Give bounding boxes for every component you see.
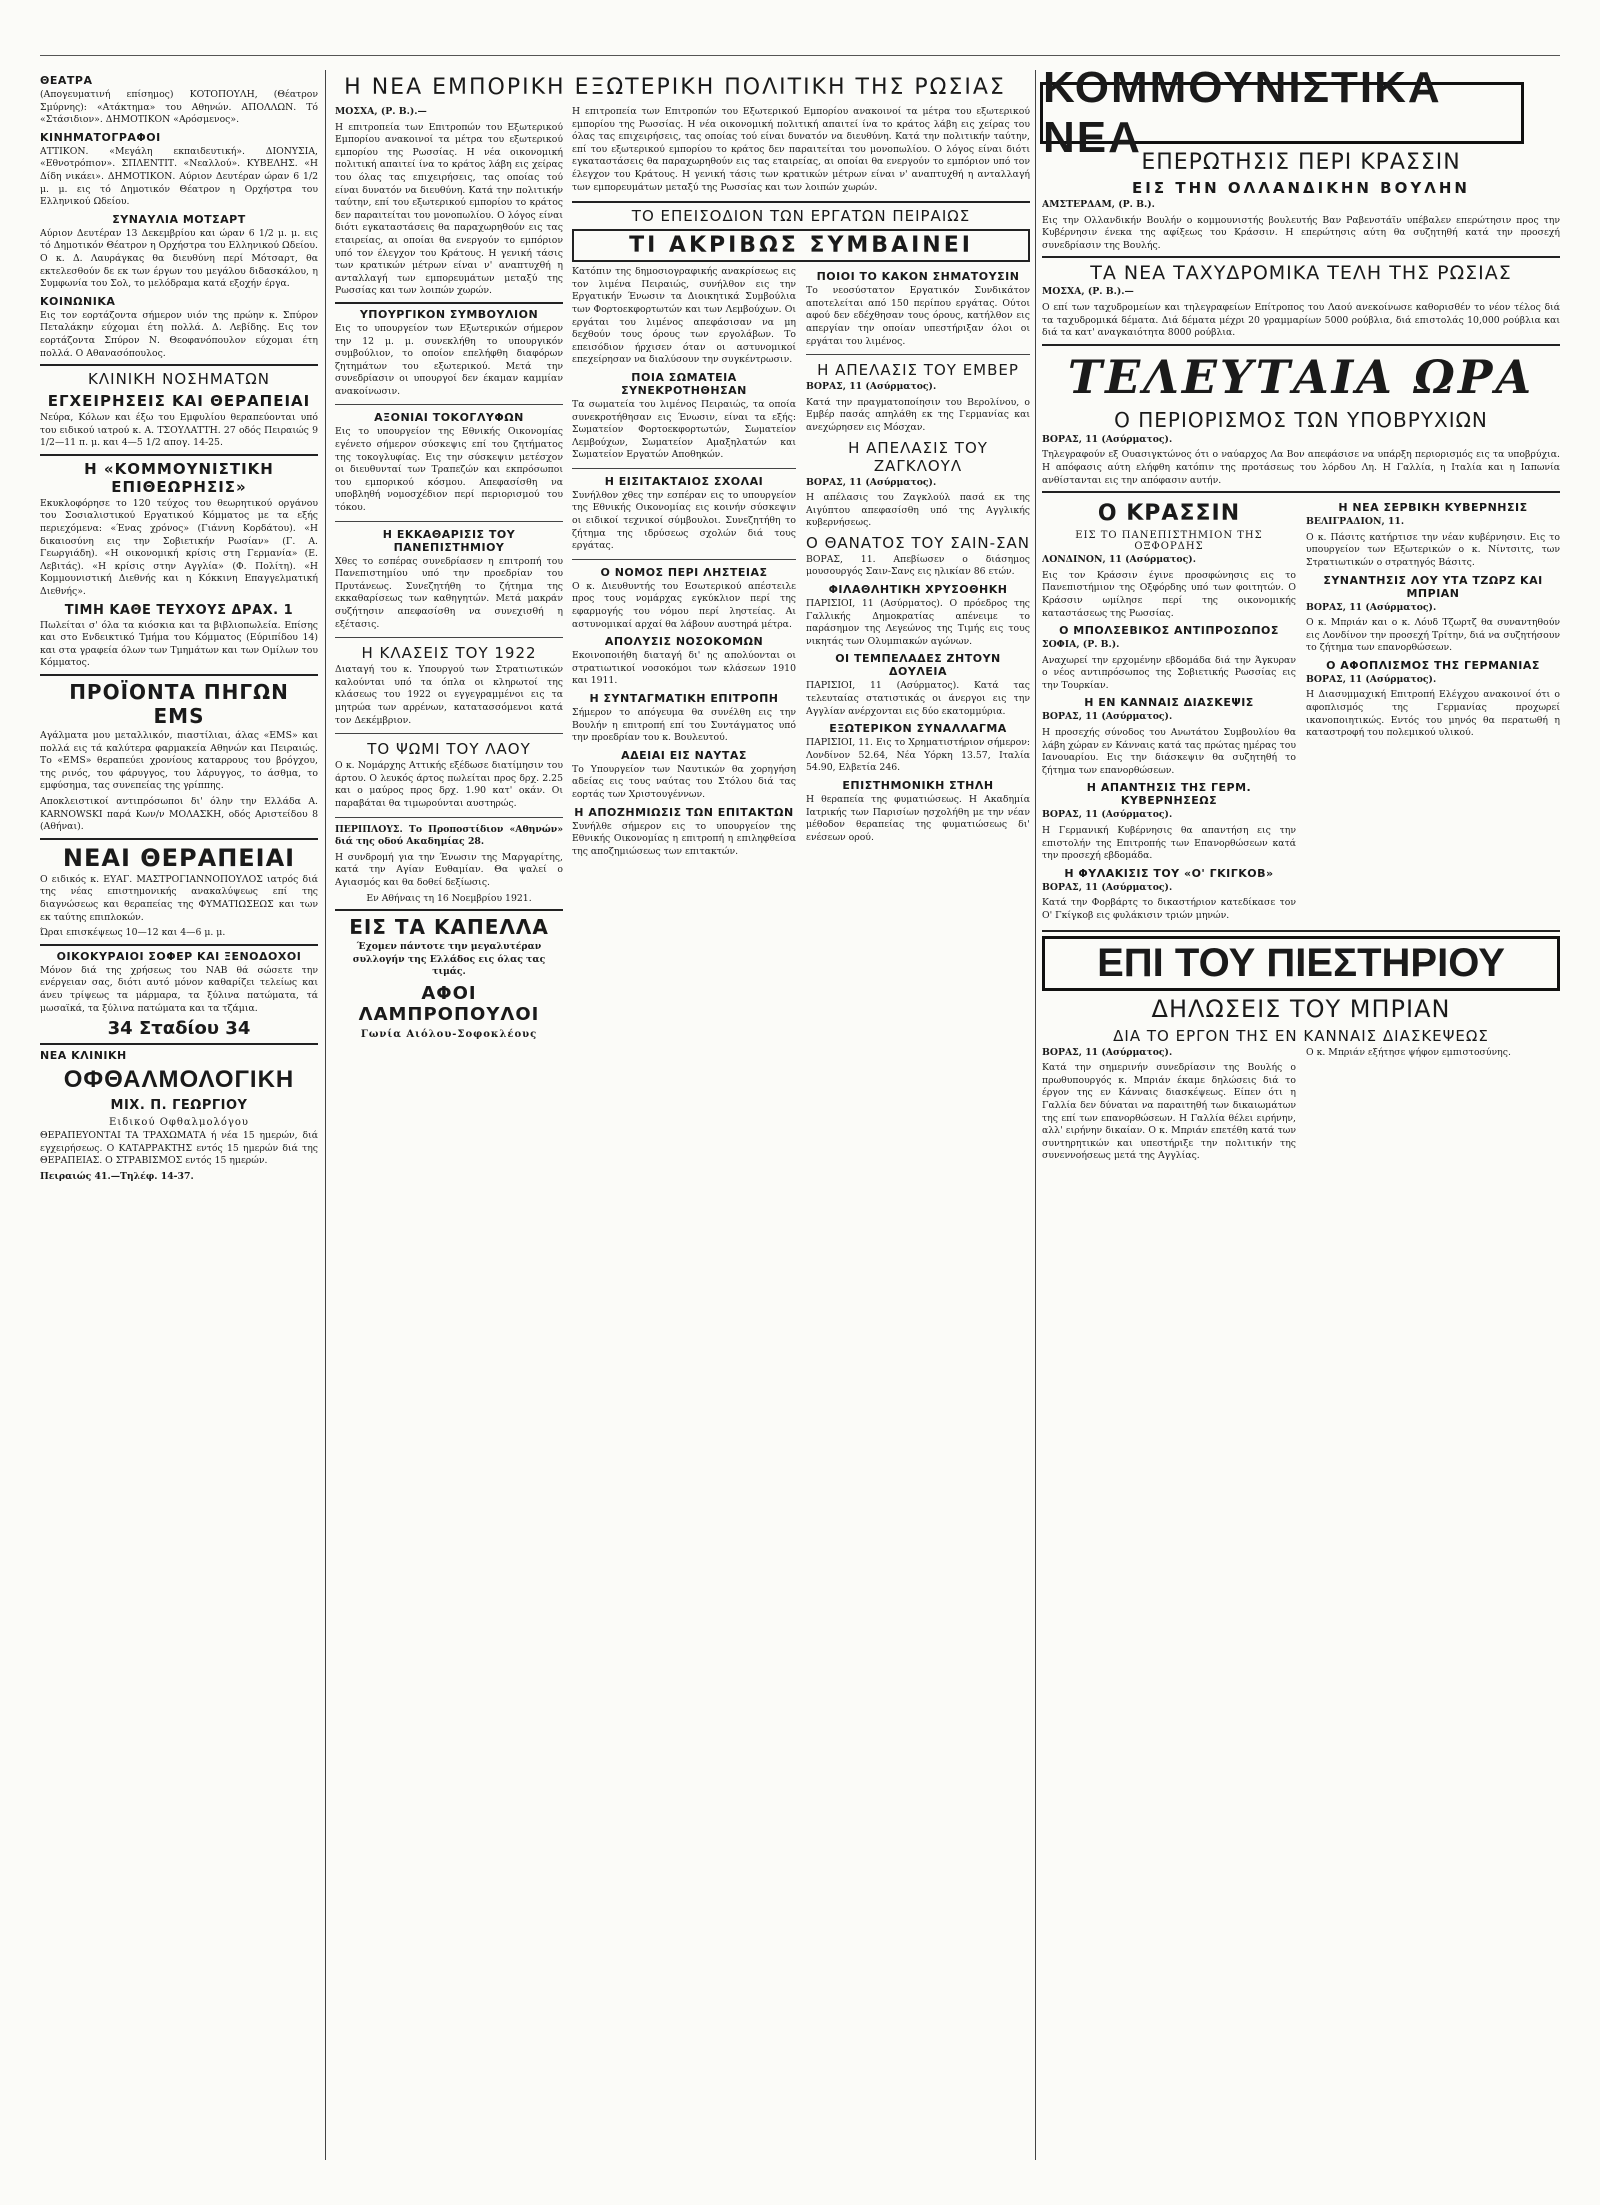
syntagmatiki-title: Η ΣΥΝΤΑΓΜΑΤΙΚΗ ΕΠΙΤΡΟΠΗ <box>589 692 779 705</box>
ember-dateline: ΒΟΡΑΣ, 11 (Ασύρματος). <box>806 381 937 393</box>
periorismos-title: Ο ΠΕΡΙΟΡΙΣΜΟΣ ΤΩΝ ΥΠΟΒΡΥΧΙΩΝ <box>1114 407 1488 432</box>
tzorz-title: ΣΥΝΑΝΤΗΣΙΣ ΛΟΥ ΥΤΑ ΤΖΩΡΖ ΚΑΙ ΜΠΡΙΑΝ <box>1323 573 1543 600</box>
divider <box>40 838 318 840</box>
taxydromika-title: ΤΑ ΝΕΑ ΤΑΧΥΔΡΟΜΙΚΑ ΤΕΛΗ ΤΗΣ ΡΩΣΙΑΣ <box>1090 262 1512 285</box>
adeiai-title: ΑΔΕΙΑΙ ΕΙΣ ΝΑΥΤΑΣ <box>621 748 747 762</box>
afoplismos-title: Ο ΑΦΟΠΛΙΣΜΟΣ ΤΗΣ ΓΕΡΜΑΝΙΑΣ <box>1326 658 1540 672</box>
sain-title: Ο ΘΑΝΑΤΟΣ ΤΟΥ ΣΑΙΝ-ΣΑΝ <box>806 533 1030 552</box>
serviki-text: Ο κ. Πάσιτς κατήρτισε την νέαν κυβέρνησιν. Εις το υπουργείον των Εξωτερικών ο κ. Νίντσιτς, των Στρατιωτικών ο στρατηγός Βάσιτς. <box>1306 531 1560 568</box>
kapella-address: Γωνία Αιόλου-Σοφοκλέους <box>360 1028 538 1040</box>
moscha-text-cont: Η επιτροπεία των Επιτροπών του Εξωτερικού Εμπορίου ανακοινοί τα μέτρα του εξωτερικού εμπορίου της Ρωσσίας. Η νέα οικονομική πολιτική απαιτεί ίνα το κράτος λάβη εις χείρας του όλας τας επιχειρήσεις, τας οποίας τού είναι δυνατόν να διευθύνη. Κατά την πολιτικήν ταύτην, επί του εξωτερικού εμπορίου το κράτος δεν παραιτείται του μονοπωλίου. Ο λόγος είναι διότι εγκαταστάσεις θα παραχωρηθούν εις τας εταιρείας, αι οποίαι θα ενεργούν το εμπόριον υπό τον έλεγχον του Κράτους. Η γενική τάσις των κρατικών μέτρων είναι ν' αναπτυχθή η ανταλλαγή των εμπορευμάτων μεταξύ της Ρωσσίας και των λοιπών χωρών. <box>572 106 1030 193</box>
teleutaia-ora-title: ΤΕΛΕΥΤΑΙΑ ΩΡΑ <box>1067 349 1535 404</box>
athinai-date: Εν Αθήναις τη 16 Νοεμβρίου 1921. <box>366 892 532 904</box>
apolysis-title: ΑΠΟΛΥΣΙΣ ΝΟΣΟΚΟΜΩΝ <box>604 635 764 649</box>
krassin-title: Ο ΚΡΑΣΣΙΝ <box>1097 501 1241 527</box>
mid-column-a <box>335 70 563 2160</box>
epeisodion-title: ΤΟ ΕΠΕΙΣΟΔΙΟΝ ΤΩΝ ΕΡΓΑΤΩΝ ΠΕΙΡΑΙΩΣ <box>631 207 971 226</box>
eperotisis-title: ΕΠΕΡΩΤΗΣΙΣ ΠΕΡΙ ΚΡΑΣΣΙΝ <box>1141 150 1461 175</box>
amsterdam-dateline: ΑΜΣΤΕΡΔΑΜ, (Ρ. Β.). <box>1042 199 1155 210</box>
temeliodeis-title: ΟΙ ΤΕΜΠΕΛΑΔΕΣ ΖΗΤΟΥΝ ΔΟΥΛΕΙΑ <box>835 652 1001 679</box>
germ-text: Η Γερμανική Κυβέρνησις θα απαντήση εις την επιστολήν της Επιτροπής των Επανορθώσεων κατά την προσεχή εβδομάδα. <box>1042 825 1296 862</box>
divider <box>40 364 318 366</box>
filathlia-text: ΠΑΡΙΣΙΟΙ, 11 (Ασύρματος). Ο πρόεδρος της Γαλλικής Δημοκρατίας απένειμε το παράσημον της Λεγεώνος της Τιμής εις τους νικητάς των Ολυμπιακών αγώνων. <box>806 598 1030 647</box>
timh-teuxous: ΤΙΜΗ ΚΑΘΕ ΤΕΥΧΟΥΣ ΔΡΑΧ. 1 <box>64 602 294 618</box>
divider <box>335 302 563 304</box>
divider <box>40 1043 318 1045</box>
gigkov-title: Η ΦΥΛΑΚΙΣΙΣ ΤΟΥ «Ο' ΓΚΙΓΚΟΒ» <box>1064 866 1274 880</box>
taxydromika-dateline: ΜΟΣΧΑ, (Ρ. Β.).— <box>1042 286 1134 298</box>
krassin-text: Εις τον Κράσσιν έγινε προσφώνησις εις το Πανεπιστήμιον της Οξφόρδης υπό των φοιτητών. Ο Κράσσιν ωμίλησε περί της οικονομικής καταστάσεως της Ρωσσίας. <box>1042 569 1296 619</box>
dhlwseis-text: Κατά την σημερινήν συνεδρίασιν της Βουλής ο πρωθυπουργός κ. Μπριάν έκαμε δηλώσεις διά το έργον της εν Κάνναις διασκέψεως. Είπεν ότι η Γαλλία δεν δύναται να παραιτηθή των δικαιωμάτων της επί των επανορθώσεων. Η Γαλλία θέλει ειρήνην, αλλ' ειρήνην δικαίαν. Ο κ. Μπριάν επετέθη κατά των συντηρητικών και υπεστήριξε την πολιτικήν της συνεννοήσεως μετά της Αγγλίας. <box>1042 1062 1296 1162</box>
timh-text: Πωλείται σ' όλα τα κιόσκια και τα βιβλιοπωλεία. Επίσης και στο Ενδεικτικό Τμήμα του Κόμματος (Εύριπίδου 14) και στα γραφεία όλων των Τμημάτων και των Ομίλων του Κόμματος. <box>40 619 318 669</box>
zagloul-text: Η απέλασις του Ζαγκλούλ πασά εκ της Αιγύπτου απεφασίσθη υπό της Αγγλικής κυβερνήσεως. <box>806 492 1030 529</box>
right-column <box>1042 70 1560 2160</box>
nea-klinikh: ΝΕΑ ΚΛΙΝΙΚΗ <box>40 1049 127 1063</box>
syntagmatiki-text: Σήμερον το απόγευμα θα συνέλθη εις την Βουλήν η επιτροπή επί του Συντάγματος υπό την προεδρίαν του κ. Βουλευτού. <box>572 707 796 744</box>
poia-title: ΠΟΙΑ ΣΩΜΑΤΕΙΑ ΣΥΝΕΚΡΟΤΗΘΗΣΑΝ <box>621 370 747 397</box>
stadiou-address: 34 Σταδίου 34 <box>107 1018 251 1040</box>
klinikh-sub: ΕΓΧΕΙΡΗΣΕΙΣ ΚΑΙ ΘΕΡΑΠΕΙΑΙ <box>47 392 311 411</box>
kannais-text: Η προσεχής σύνοδος του Ανωτάτου Συμβουλίου θα λάβη χώραν εν Κάνναις κατά τας πρώτας ημέρας του Ιανουαρίου. Εις την διάσκεψιν θα συζητηθή το ζήτημα των επανορθώσεων. <box>1042 727 1296 776</box>
left-column <box>40 70 318 2160</box>
kapella-brand: ΑΦΟΙ ΛΑΜΠΡΟΠΟΥΛΟΙ <box>358 982 540 1025</box>
neai-therapeiai-title: ΝΕΑΙ ΘΕΡΑΠΕΙΑΙ <box>62 843 296 872</box>
kannais-title: Η ΕΝ ΚΑΝΝΑΙΣ ΔΙΑΣΚΕΨΙΣ <box>1084 696 1254 710</box>
oikokyraioi-title: ΟΙΚΟΚΥΡΑΙΟΙ ΣΟΦΕΡ ΚΑΙ ΞΕΝΟΔΟΧΟΙ <box>56 949 302 963</box>
divider <box>335 909 563 911</box>
eperotisis-sub: ΕΙΣ ΤΗΝ ΟΛΛΑΝΔΙΚΗΝ ΒΟΥΛΗΝ <box>1132 179 1470 197</box>
eidikos-label: Ειδικού Οφθαλμολόγου <box>109 1117 249 1129</box>
klinikh-title: ΚΛΙΝΙΚΗ ΝΟΣΗΜΑΤΩΝ <box>88 370 270 389</box>
gigkov-dateline: ΒΟΡΑΣ, 11 (Ασύρματος). <box>1042 881 1173 893</box>
kapella-title: ΕΙΣ ΤΑ ΚΑΠΕΛΛΑ <box>349 915 549 940</box>
neai-text: Ο ειδικός κ. ΕΥΑΓ. ΜΑΣΤΡΟΓΙΑΝΝΟΠΟΥΛΟΣ ιατρός διά της νέας επιστημονικής ανακαλύψεως επί της διαγνώσεως και θεραπείας της ΦΥΜΑΤΙΩΣΕΩΣ και των εκ ταύτης επιπλοκών. <box>40 873 318 923</box>
ekkatharisis-text: Χθες το εσπέρας συνεδρίασεν η επιτροπή του Πανεπιστημίου υπό την προεδρίαν του Πρυτάνεως. Συνεζητήθη το ζήτημα της εκκαθαρίσεως των καθηγητών. Μετά μακράν συζήτησιν απεφασίσθη να συνεχισθή η εξέτασις. <box>335 555 563 630</box>
section-koinonika: ΚΟΙΝΩΝΙΚΑ <box>40 294 116 308</box>
divider <box>1042 256 1560 258</box>
divider <box>40 674 318 676</box>
poia-text: Τα σωματεία του λιμένος Πειραιώς, τα οποία συνεκροτήθησαν εις Ένωσιν, είναι τα εξής: Σωματείον Φορτοεκφορτωτών, Σωματείον Λεμβούχων, Σωματείον Αμαξηλατών και Σωματείον Εργατών Αποθηκών. <box>572 398 796 461</box>
section-kinematografoi: ΚΙΝΗΜΑΤΟΓΡΑΦΟΙ <box>40 130 161 144</box>
psomi-text: Ο κ. Νομάρχης Αττικής εξέδωσε διατίμησιν του άρτου. Ο λευκός άρτος πωλείται προς δρχ. 2.25 και ο μαύρος προς δρχ. 1.90 κατ' οκάν. Οι παραβάται θα τιμωρούνται αυστηρώς. <box>335 760 563 809</box>
sxolai-title: Η ΕΙΣΙΤΑΚΤΑΙΟΣ ΣΧΟΛΑΙ <box>604 474 764 488</box>
ypourgiko-title: ΥΠΟΥΡΓΙΚΟΝ ΣΥΜΒΟΥΛΙΟΝ <box>359 307 539 321</box>
divider <box>1042 930 1560 932</box>
divider <box>40 944 318 946</box>
epitheorisi-text: Εκυκλοφόρησε το 120 τεύχος του θεωρητικού οργάνου του Σοσιαλιστικού Εργατικού Κόμματος με τα εξής περιεχόμενα: «Ένας χρόνος» (Γιάννη Κορδάτου). «Η δικαιοσύνη εις την Σοβιετικήν Ρωσίαν» (Γ. Α. Γεωργιάδη). «Η οικονομική κρίσις στη Γερμανία» (Ε. Λεβιτάς). «Η κρίσις στην Αγγλία» (Φ. Πολίτη). «Η Κομμουνιστική Διεθνής και η Κόκκινη Επαγγελματική Διεθνής». <box>40 497 318 598</box>
syllalagma-text: ΠΑΡΙΣΙΟΙ, 11. Εις το Χρηματιστήριον σήμερον: Λονδίνον 52.64, Νέα Υόρκη 13.57, Ιταλία 54.90, Ελβετία 246. <box>806 737 1030 774</box>
neai-hours: Ώραι επισκέψεως 10—12 και 4—6 μ. μ. <box>40 927 226 939</box>
ypourgiko-text: Εις το υπουργείον των Εξωτερικών σήμερον την 12 μ. μ. συνεκλήθη το υπουργικόν συμβούλιον, το οποίον επελήφθη διαφόρων ζητημάτων του εξωτερικού. Μετά την συνεδρίασιν οι υπουργοί δεν έκαμαν καμμίαν ανακοίνωσιν. <box>335 322 563 397</box>
afoplismos-dateline: ΒΟΡΑΣ, 11 (Ασύρματος). <box>1306 673 1437 685</box>
moscha-dateline: ΜΟΣΧΑ, (Ρ. Β.).— <box>335 106 427 117</box>
ember-title: Η ΑΠΕΛΑΣΙΣ ΤΟΥ ΕΜΒΕΡ <box>817 361 1019 380</box>
theatra-text: (Απογευματινή επίσημος) ΚΟΤΟΠΟΥΛΗ, (Θέατρον Σμύρνης): «Ατάκτημα» του Αθηνών. ΑΠΟΛΛΩΝ. Τό «Στάσιδιον». ΔΗΜΟΤΙΚΟΝ «Αρόσμενος». <box>40 89 318 126</box>
dhlwseis-sub: ΔΙΑ ΤΟ ΕΡΓΟΝ ΤΗΣ ΕΝ ΚΑΝΝΑΙΣ ΔΙΑΣΚΕΨΕΩΣ <box>1113 1026 1489 1045</box>
synaulia-text: Αύριον Δευτέραν 13 Δεκεμβρίου και ώραν 6 1/2 μ. μ. εις τό Δημοτικόν Θέατρον η Ορχήστρα του Ελληνικού Ωδείου. Ο κ. Δ. Λαυράγκας θα διευθύνη περί Μότσαρτ, θα εκτελεσθούν δε εκ των έργων του μεγάλου διδασκάλου, η Συμφωνία του Σολ, το μελόδραμα κατά εξοχήν έργα. <box>40 227 318 290</box>
kommounistika-nea-title: ΚΟΜΜΟΥΝΙΣΤΙΚΑ ΝΕΑ <box>1040 82 1524 144</box>
nomos-text: Ο κ. Διευθυντής του Εσωτερικού απέστειλε προς τους νομάρχας εγκύκλιον περί της εφαρμογής του νόμου περί ληστείας. Αι αστυνομικαί αρχαί θα λάβουν αυστηρά μέτρα. <box>572 580 796 630</box>
periplous: ΠΕΡΙΠΛΟΥΣ. Το Προποστίδιον «Αθηνών» διά της οδού Ακαδημίας 28. <box>335 823 563 848</box>
divider <box>335 404 563 405</box>
serviki-dateline: ΒΕΛΙΓΡΑΔΙΟΝ, 11. <box>1306 516 1405 528</box>
apozimiosis-title: Η ΑΠΟΖΗΜΙΩΣΙΣ ΤΩΝ ΕΠΙΤΑΚΤΩΝ <box>574 805 794 819</box>
divider <box>572 468 796 469</box>
apolysis-text: Εκοινοποιήθη διαταγή δι' ης απολύονται οι στρατιωτικοί νοσοκόμοι των κλάσεων 1910 και 1911. <box>572 650 796 687</box>
kinema-text: ΑΤΤΙΚΟΝ. «Μεγάλη εκπαιδευτική». ΔΙΟΝΥΣΙΑ, «Εθνοτρόπιον». ΣΠΛΕΝΤΙΤ. «Νεαλλού». ΚΥΒΕΛΗΣ. «Η Δίδη νικάει». ΔΗΜΟΤΙΚΟΝ. Αύριον Δευτέραν ώραν 6 1/2 μ. μ. εις τό Δημοτικόν Θέατρον η Ορχήστρα του Ελληνικού Ωδείου. <box>40 145 318 208</box>
dhlwseis-end: Ο κ. Μπριάν εξήτησε ψήφον εμπιστοσύνης. <box>1306 1046 1511 1058</box>
bolsheviko-dateline: ΣΟΦΙΑ, (Ρ. Β.). <box>1042 639 1120 651</box>
divider <box>335 733 563 734</box>
bolsheviko-text: Αναχωρεί την ερχομένην εβδομάδα διά την Άγκυραν ο νέος αντιπρόσωπος της Σοβιετικής Ρωσσίας εις την Τουρκίαν. <box>1042 654 1296 691</box>
gigkov-text: Κατά την Φορβάρτς το δικαστήριον κατεδίκασε τον Ο' Γκίγκοβ εις φυλάκισιν τριών μηνών. <box>1042 897 1296 921</box>
krassin-sub: ΕΙΣ ΤΟ ΠΑΝΕΠΙΣΤΗΜΙΟΝ ΤΗΣ ΟΞΦΟΡΔΗΣ <box>1075 530 1263 553</box>
taxydromika-text: Ο επί των ταχυδρομείων και τηλεγραφείων Επίτροπος του Λαού ανεκοίνωσε καθορισθέν το νέον τέλος διά τα ταχυδρομικά δέματα. Διά δέματα μέχρι 20 γραμμαρίων 5000 ρούβλια, διά επιστολάς 10,000 ρούβλια και διά τα κατ' αναγκαιότητα 8000 ρούβλια. <box>1042 301 1560 339</box>
divider <box>1042 491 1560 493</box>
sxolai-text: Συνήλθον χθες την εσπέραν εις το υπουργείον της Εθνικής Οικονομίας εις κοινήν σύσκεψιν οι ειδικοί τεχνικοί σύμβουλοι. Συνεζητήθη το ζήτημα της ιδρύσεως σχολών διά τους εργάτας. <box>572 489 796 552</box>
divider <box>806 354 1030 355</box>
divider <box>572 559 796 560</box>
divider <box>335 521 563 522</box>
ems-agent: Αποκλειστικοί αντιπρόσωποι δι' όλην την Ελλάδα A. KARNOWSKI παρά Κων/ν ΜΟΛΑΣΚΗ, οδός Αριστείδου 8 (Αθήναι). <box>40 795 318 833</box>
tzorz-text: Ο κ. Μπριάν και ο κ. Λόυδ Τζωρτζ θα συναντηθούν εις Λονδίνον την προσεχή Τρίτην, διά να συζητήσουν το ζήτημα των επανορθώσεων. <box>1306 617 1560 654</box>
kapella-text: Έχομεν πάντοτε την μεγαλυτέραν συλλογήν της Ελλάδος εις όλας τας τιμάς. <box>352 941 546 978</box>
dhlwseis-title: ΔΗΛΩΣΕΙΣ ΤΟΥ ΜΠΡΙΑΝ <box>1151 994 1451 1023</box>
nomos-title: Ο ΝΟΜΟΣ ΠΕΡΙ ΛΗΣΤΕΙΑΣ <box>600 565 768 579</box>
syllalagma-title: ΕΞΩΤΕΡΙΚΟΝ ΣΥΝΑΛΛΑΓΜΑ <box>829 722 1007 736</box>
poioi-title: ΠΟΙΟΙ ΤΟ ΚΑΚΟΝ ΣΗΜΑΤΟΥΣΙΝ <box>816 270 1020 284</box>
ajoniai-text: Εις το υπουργείον της Εθνικής Οικονομίας εγένετο σήμερον σύσκεψις επί του ζητήματος της τοκογλυφίας. Εις την σύσκεψιν μετέσχον οι διευθυνταί των Τραπεζών και εκπρόσωποι του εμπορικού κόσμου. Απεφασίσθη να υποβληθή νομοσχέδιον περί περιορισμού του τόκου. <box>335 426 563 514</box>
divider <box>40 454 318 456</box>
temeliodeis-text: ΠΑΡΙΣΙΟΙ, 11 (Ασύρματος). Κατά τας τελευταίας στατιστικάς οι άνεργοι εις την Αγγλίαν ανέρχονται εις δύο εκατομμύρια. <box>806 680 1030 717</box>
koinonika-text: Εις τον εορτάζοντα σήμερον υιόν της πρώην κ. Σπύρον Πεταλάκην εύχομαι έτη πολλά. Δ. Λεβίδης. Εις τον εορτάζοντα Σπύρον Ν. Θεοφανόπουλον εύχομαι έτη πολλά. Ο Αθανασόπουλος. <box>40 309 318 359</box>
ofth-text: ΘΕΡΑΠΕΥΟΝΤΑΙ ΤΑ ΤΡΑΧΩΜΑΤΑ ή νέα 15 ημερών, διά εγχειρήσεως. Ο ΚΑΤΑΡΡΑΚΤΗΣ εντός 15 ημερών διά της ΘΕΡΑΠΕΙΑΣ. Ο ΣΤΡΑΒΙΣΜΟΣ εντός 15 ημερών. <box>40 1130 318 1167</box>
periorismos-dateline: ΒΟΡΑΣ, 11 (Ασύρματος). <box>1042 433 1173 445</box>
zagloul-title: Η ΑΠΕΛΑΣΙΣ ΤΟΥ ΖΑΓΚΛΟΥΛ <box>848 438 988 475</box>
ems-title: ΠΡΟΪΟΝΤΑ ΠΗΓΩΝ EMS <box>69 680 289 728</box>
periplous-text: Η συνδρομή για την Ένωσιν της Μαργαρίτης, κατά την Αγίαν Ευθαμίαν. Θα ψαλεί ο Αγιασμός και θα δοθεί δεξίωσις. <box>335 851 563 888</box>
epeisodion-text: Κατόπιν της δημοσιογραφικής ανακρίσεως εις τον λιμένα Πειραιώς, συνήλθον εις την Εργατικήν Ένωσιν τα Διοικητικά Συμβούλια των Φορτοεκφορτωτών και των Λεμβούχων. Οι εργάται του λιμένος απεφάσισαν να μη δεχθούν τους όρους των εργολάβων. Το επεισόδιον ήρχισεν όταν οι αστυνομικοί επεχείρησαν να διαλύσουν την συγκέντρωσιν. <box>572 266 796 366</box>
amsterdam-text: Εις την Ολλανδικήν Βουλήν ο κομμουνιστής βουλευτής Βαν Ραβενστάϊν υπέβαλεν επερώτησιν προς την Κυβέρνησιν ένεκα της αφίξεως του Κράσσιν. Η επερώτησις αύτη θα συζητηθή κατά την προσεχή συνεδρίασιν της Βουλής. <box>1042 214 1560 251</box>
krassin-dateline: ΛΟΝΔΙΝΟΝ, 11 (Ασύρματος). <box>1042 554 1196 566</box>
moscha-text: Η επιτροπεία των Επιτροπών του Εξωτερικού Εμπορίου ανακοινοί τα μέτρα του εξωτερικού εμπορίου της Ρωσσίας. Η νέα οικονομική πολιτική απαιτεί ίνα το κράτος λάβη εις χείρας του όλας τας επιχειρήσεις, τας οποίας τού είναι δυνατόν να διευθύνη. Κατά την πολιτικήν ταύτην, επί του εξωτερικού εμπορίου το κράτος δεν παραιτείται του μονοπωλίου. Ο λόγος είναι διότι εγκαταστάσεις θα παραχωρηθούν εις τας εταιρείας, αι οποίαι θα ενεργούν το εμπόριον υπό τον έλεγχον του Κράτους. Η γενική τάσις των κρατικών μέτρων είναι ν' αναπτυχθή η ανταλλαγή των εμπορευμάτων μεταξύ της Ρωσσίας και των λοιπών χωρών. <box>335 121 563 297</box>
epistimoniki-title: ΕΠΙΣΤΗΜΟΝΙΚΗ ΣΤΗΛΗ <box>842 779 994 792</box>
ekkatharisis-title: Η ΕΚΚΑΘΑΡΙΣΙΣ ΤΟΥ ΠΑΝΕΠΙΣΤΗΜΙΟΥ <box>382 527 516 554</box>
page-top-rule <box>40 55 1560 56</box>
column-rule <box>325 70 326 2160</box>
zagloul-dateline: ΒΟΡΑΣ, 11 (Ασύρματος). <box>806 476 937 488</box>
section-theatra: ΘΕΑΤΡΑ <box>40 74 93 87</box>
germ-dateline: ΒΟΡΑΣ, 11 (Ασύρματος). <box>1042 809 1173 821</box>
divider <box>1042 344 1560 346</box>
sain-text: ΒΟΡΑΣ, 11. Απεβίωσεν ο διάσημος μουσουργός Σαιν-Σανς εις ηλικίαν 86 ετών. <box>806 553 1030 578</box>
newspaper-page <box>40 70 1560 2170</box>
divider <box>572 201 1030 203</box>
tzorz-dateline: ΒΟΡΑΣ, 11 (Ασύρματος). <box>1306 601 1437 613</box>
kannais-dateline: ΒΟΡΑΣ, 11 (Ασύρματος). <box>1042 711 1173 723</box>
epi-tou-piestiriou-title: ΕΠΙ ΤΟΥ ΠΙΕΣΤΗΡΙΟΥ <box>1042 936 1560 991</box>
afoplismos-text: Η Διασυμμαχική Επιτροπή Ελέγχου ανακοινοί ότι ο αφοπλισμός της Γερμανίας προχωρεί ικανοποιητικώς. Εντός του μηνός θα περατωθή η καταστροφή του πολεμικού υλικού. <box>1306 689 1560 739</box>
germ-title: Η ΑΠΑΝΤΗΣΙΣ ΤΗΣ ΓΕΡΜ. ΚΥΒΕΡΝΗΣΕΩΣ <box>1086 781 1252 808</box>
section-synaulia: ΣΥΝΑΥΛΙΑ ΜΟΤΣΑΡΤ <box>112 212 246 226</box>
divider <box>335 817 563 818</box>
column-rule <box>1035 70 1036 2160</box>
bolsheviko-title: Ο ΜΠΟΛΣΕΒΙΚΟΣ ΑΝΤΙΠΡΟΣΩΠΟΣ <box>1059 624 1279 638</box>
georgiou-name: ΜΙΧ. Π. ΓΕΩΡΓΙΟΥ <box>110 1098 248 1114</box>
psomi-title: ΤΟ ΨΩΜΙ ΤΟΥ ΛΑΟΥ <box>367 740 531 759</box>
klaseis-text: Διαταγή του κ. Υπουργού των Στρατιωτικών καλούνται υπό τα όπλα οι κληρωτοί της κλάσεως του 1922 οι εγγεγραμμένοι εις τα μητρώα των αρρένων, κατατασσόμενοι κατά τον Δεκέμβριον. <box>335 664 563 726</box>
divider <box>335 637 563 638</box>
apozimiosis-text: Συνήλθε σήμερον εις το υπουργείον της Εθνικής Οικονομίας η επιτροπή η επιληφθείσα της αποζημιώσεως των επιτακτών. <box>572 820 796 857</box>
klinikh-text: Νεύρα, Κόλων και έξω του Εμφυλίου θεραπεύονται υπό του ειδικού ιατρού κ. Α. ΤΣΟΥΛΑΤΤΗ. 27 οδός Πειραιώς 9 1/2—11 π. μ. και 4—5 1/2 απογ. 14-25. <box>40 412 318 449</box>
filathlia-title: ΦΙΛΑΘΛΗΤΙΚΗ ΧΡΥΣΟΘΗΚΗ <box>828 583 1008 597</box>
oiko-text: Μόνον διά της χρήσεως του NAB θά σώσετε την ενέργειαν σας, διότι αυτό μόνον καθαρίζει τελείως και άνευ τρίψεως τα μάρμαρα, τα ξύλινα πατώματα, τά μωσαϊκά, τα ξύλινα πατώματα και τα τζάμια. <box>40 964 318 1014</box>
ember-text: Κατά την πραγματοποίησιν του Βερολίνου, ο Εμβέρ πασάς απηλάθη εκ της Γερμανίας και ανεχώρησεν εις Μόσχαν. <box>806 396 1030 433</box>
klaseis-title: Η ΚΛΑΣΕΙΣ ΤΟΥ 1922 <box>361 644 537 663</box>
peiraios-address: Πειραιώς 41.—Τηλέφ. 14-37. <box>40 1170 194 1182</box>
adeiai-text: Το Υπουργείον των Ναυτικών θα χορηγήση αδείας εις τους ναύτας του Στόλου διά τας εορτάς των Χριστουγέννων. <box>572 763 796 800</box>
headline-banner-russia: Η ΝΕΑ ΕΜΠΟΡΙΚΗ ΕΞΩΤΕΡΙΚΗ ΠΟΛΙΤΙΚΗ ΤΗΣ ΡΩΣΙΑΣ <box>344 75 1006 100</box>
ems-text: Αγάλματα μου μεταλλικόν, πιαστίλιαι, άλας «EMS» και πολλά εις τά καλύτερα φαρμακεία Αθηνών και Πειραιώς. Το «EMS» θεραπεύει χρονίους καταρρους του βρόγχου, της ρινός, του φάρυγγος, του λάρυγγος, το άσθμα, το εμφύσημα, τας συνεπείας της γρίππης. <box>40 730 318 792</box>
periorismos-text: Τηλεγραφούν εξ Ουασιγκτώνος ότι ο ναύαρχος Λα Βον απεφάσισε να υπάρξη περιορισμός εις τα υποβρύχια. Η απόφασις αύτη ελήφθη κατόπιν της προτάσεως του λόρδου Λη. Η Γαλλία, η Ιταλία και η Ιαπωνία ανθίστανται εις την απόφασιν αυτήν. <box>1042 449 1560 486</box>
ofthalmologiki-title: ΟΦΘΑΛΜΟΛΟΓΙΚΗ <box>63 1066 295 1094</box>
serviki-title: Η ΝΕΑ ΣΕΡΒΙΚΗ ΚΥΒΕΡΝΗΣΙΣ <box>1338 501 1528 515</box>
ajoniai-title: ΑΞΟΝΙΑΙ ΤΟΚΟΓΛΥΦΩΝ <box>374 411 524 425</box>
poioi-text: Το νεοσύστατον Εργατικόν Συνδικάτον αποτελείται από 150 περίπου εργάτας. Ούτοι αφού δεν εδέχθησαν τους όρους, κατήλθον εις απεργίαν την οποίαν υπεστήριξαν όλοι οι εργάται του λιμένος. <box>806 285 1030 347</box>
epitheorisi-title: Η «ΚΟΜΜΟΥΝΙΣΤΙΚΗ ΕΠΙΘΕΩΡΗΣΙΣ» <box>84 459 274 496</box>
mid-column-b <box>572 70 1030 2160</box>
epistimoniki-text: Η θεραπεία της φυματιώσεως. Η Ακαδημία Ιατρικής των Παρισίων ησχολήθη με την νέαν μέθοδον θεραπείας της φυματιώσεως δι' ενέσεων ορού. <box>806 794 1030 843</box>
dhlwseis-dateline: ΒΟΡΑΣ, 11 (Ασύρματος). <box>1042 1046 1173 1058</box>
epeisodion-banner: ΤΙ ΑΚΡΙΒΩΣ ΣΥΜΒΑΙΝΕΙ <box>572 229 1030 262</box>
